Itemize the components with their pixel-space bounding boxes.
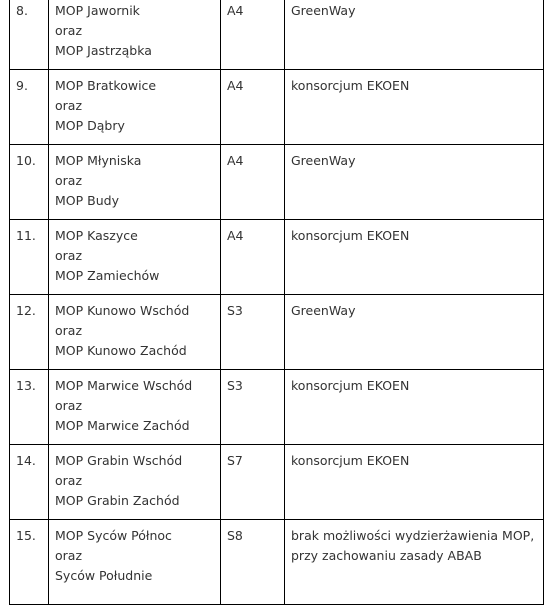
mop-name-line: MOP Kaszyce bbox=[55, 228, 138, 243]
mop-name-line: MOP Budy bbox=[55, 193, 119, 208]
mop-name-line: oraz bbox=[55, 98, 83, 113]
mop-name-cell bbox=[49, 145, 221, 220]
road-cell: S8 bbox=[221, 520, 285, 605]
mop-name-cell bbox=[49, 0, 221, 70]
operator-cell bbox=[285, 520, 544, 605]
mop-name-line: MOP Kunowo Wschód bbox=[55, 303, 190, 318]
row-number: 14. bbox=[10, 445, 49, 520]
mop-name-line: MOP Dąbry bbox=[55, 118, 125, 133]
mop-name-cell bbox=[49, 295, 221, 370]
operator-line: konsorcjum EKOEN bbox=[291, 78, 410, 93]
road-cell: A4 bbox=[221, 220, 285, 295]
table-row bbox=[10, 370, 544, 445]
row-number: 10. bbox=[10, 145, 49, 220]
road-cell: S3 bbox=[221, 370, 285, 445]
operator-line: konsorcjum EKOEN bbox=[291, 453, 410, 468]
table-row bbox=[10, 520, 544, 605]
table-row bbox=[10, 145, 544, 220]
operator-cell bbox=[285, 220, 544, 295]
table-row bbox=[10, 0, 544, 70]
table-row bbox=[10, 445, 544, 520]
operator-cell bbox=[285, 0, 544, 70]
table-row bbox=[10, 70, 544, 145]
road-cell: S3 bbox=[221, 295, 285, 370]
mop-name-cell bbox=[49, 445, 221, 520]
mop-name-line: oraz bbox=[55, 473, 83, 488]
mop-name-line: MOP Syców Północ bbox=[55, 528, 172, 543]
mop-name-line: oraz bbox=[55, 23, 83, 38]
operator-line: konsorcjum EKOEN bbox=[291, 228, 410, 243]
mop-name-line: oraz bbox=[55, 248, 83, 263]
mop-name-line: MOP Grabin Zachód bbox=[55, 493, 180, 508]
mop-name-line: MOP Marwice Wschód bbox=[55, 378, 193, 393]
mop-name-line: oraz bbox=[55, 398, 83, 413]
row-number: 8. bbox=[10, 0, 49, 70]
operator-cell bbox=[285, 70, 544, 145]
operator-line: konsorcjum EKOEN bbox=[291, 378, 410, 393]
road-cell: A4 bbox=[221, 0, 285, 70]
mop-name-line: MOP Jastrząbka bbox=[55, 43, 152, 58]
operator-cell bbox=[285, 445, 544, 520]
mop-name-line: MOP Zamiechów bbox=[55, 268, 160, 283]
row-number: 12. bbox=[10, 295, 49, 370]
row-number: 15. bbox=[10, 520, 49, 605]
table-row bbox=[10, 220, 544, 295]
mop-name-line: MOP Jawornik bbox=[55, 3, 140, 18]
table-row bbox=[10, 295, 544, 370]
operator-line: przy zachowaniu zasady ABAB bbox=[291, 548, 482, 563]
operator-line: brak możliwości wydzierżawienia MOP, bbox=[291, 528, 535, 543]
mop-table bbox=[9, 0, 544, 605]
mop-name-cell bbox=[49, 520, 221, 605]
mop-name-cell bbox=[49, 370, 221, 445]
mop-name-line: MOP Kunowo Zachód bbox=[55, 343, 187, 358]
operator-cell bbox=[285, 295, 544, 370]
row-number: 11. bbox=[10, 220, 49, 295]
mop-name-line: MOP Grabin Wschód bbox=[55, 453, 183, 468]
mop-name-cell bbox=[49, 220, 221, 295]
operator-cell bbox=[285, 370, 544, 445]
mop-name-line: oraz bbox=[55, 323, 83, 338]
mop-name-line: Syców Południe bbox=[55, 568, 153, 583]
road-cell: A4 bbox=[221, 145, 285, 220]
operator-line: GreenWay bbox=[291, 3, 356, 18]
mop-name-line: MOP Młyniska bbox=[55, 153, 142, 168]
row-number: 9. bbox=[10, 70, 49, 145]
road-cell: S7 bbox=[221, 445, 285, 520]
mop-name-line: oraz bbox=[55, 548, 83, 563]
operator-line: GreenWay bbox=[291, 303, 356, 318]
road-cell: A4 bbox=[221, 70, 285, 145]
mop-name-line: oraz bbox=[55, 173, 83, 188]
mop-name-cell bbox=[49, 70, 221, 145]
mop-name-line: MOP Bratkowice bbox=[55, 78, 157, 93]
operator-line: GreenWay bbox=[291, 153, 356, 168]
mop-name-line: MOP Marwice Zachód bbox=[55, 418, 190, 433]
row-number: 13. bbox=[10, 370, 49, 445]
operator-cell bbox=[285, 145, 544, 220]
